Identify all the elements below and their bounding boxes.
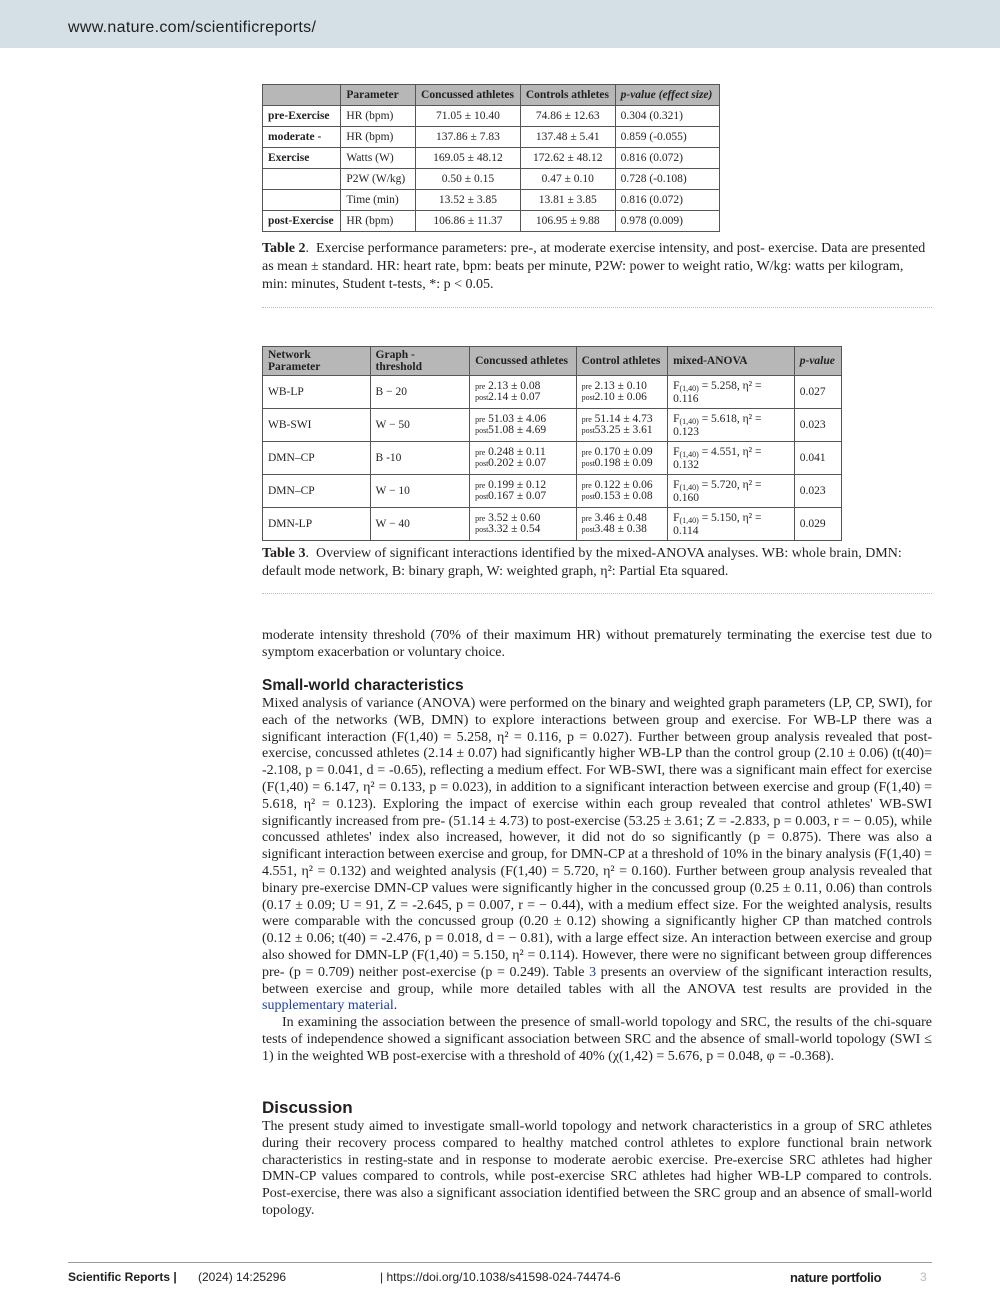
- pre-value: 3.52 ± 0.60: [488, 512, 541, 524]
- anova-f: F: [673, 445, 680, 458]
- footer-doi-link[interactable]: | https://doi.org/10.1038/s41598-024-74474-6: [380, 1270, 621, 1284]
- table-2-header-cell: p-value (effect size): [615, 85, 719, 106]
- table-2-cell: 0.859 (-0.055): [615, 127, 719, 148]
- table-3-cell: B − 20: [370, 376, 470, 409]
- footer-journal-name: Scientific Reports: [68, 1270, 171, 1284]
- post-value-row: [582, 458, 653, 469]
- post-label: post: [581, 525, 595, 534]
- table-3-cell: 0.041: [794, 442, 841, 475]
- table-2-row: [263, 106, 720, 127]
- page-number: 3: [920, 1270, 927, 1284]
- post-value-row: [475, 458, 546, 469]
- anova-df: (1,40): [679, 416, 699, 426]
- post-value-row: [475, 524, 540, 535]
- pre-value: 0.170 ± 0.09: [594, 446, 653, 458]
- pre-label: pre: [475, 382, 486, 391]
- table-2-cell: [263, 190, 341, 211]
- pre-post-values: [582, 381, 647, 403]
- table-2-cell: post-Exercise: [263, 211, 341, 232]
- table-3-cell: [576, 376, 667, 409]
- table-2-header-cell: Parameter: [341, 85, 416, 106]
- paragraph-text: .: [393, 998, 398, 1014]
- post-value: 0.153 ± 0.08: [594, 490, 653, 502]
- post-value: 53.25 ± 3.61: [594, 424, 653, 436]
- table-3-cell: [470, 442, 577, 475]
- post-value: 0.202 ± 0.07: [488, 457, 547, 469]
- table-3-cell: DMN–CP: [263, 442, 371, 475]
- table-3-cell: [576, 442, 667, 475]
- pre-value: 2.13 ± 0.10: [594, 380, 647, 392]
- table-2-cell: 0.728 (-0.108): [615, 169, 719, 190]
- table-3-caption: Table 3. Overview of significant interactions identified by the mixed-ANOVA analyses. WB: whole brain, DMN: default mode network, B: binary graph, W: weighted graph, η²: Partial Eta squared.: [262, 546, 902, 579]
- anova-stat: = 5.618, η² = 0.123: [673, 412, 762, 438]
- table-2-cell: 137.48 ± 5.41: [520, 127, 615, 148]
- supplementary-material-link[interactable]: supplementary material: [262, 998, 394, 1014]
- footer-volume: (2024) 14:25296: [198, 1270, 287, 1284]
- post-value: 2.14 ± 0.07: [488, 391, 541, 403]
- table-2-row: [263, 148, 720, 169]
- site-url[interactable]: www.nature.com/scientificreports/: [68, 19, 317, 36]
- pre-value: 2.13 ± 0.08: [488, 380, 541, 392]
- post-value-row: [582, 524, 647, 535]
- table-2-cell: 71.05 ± 10.40: [416, 106, 521, 127]
- table-2-cell: pre-Exercise: [263, 106, 341, 127]
- pre-value: 0.248 ± 0.11: [488, 446, 546, 458]
- table-2-cell: 74.86 ± 12.63: [520, 106, 615, 127]
- table-2-cell: 106.95 ± 9.88: [520, 211, 615, 232]
- post-label: post: [475, 393, 489, 402]
- section-heading-small-world: Small-world characteristics: [262, 677, 464, 694]
- table-3-caption-label: Table 3: [262, 546, 306, 561]
- table-2-cell: Exercise: [263, 148, 341, 169]
- pre-value: 3.46 ± 0.48: [594, 512, 647, 524]
- table-3-row: [263, 508, 842, 541]
- pre-value: 0.122 ± 0.06: [594, 479, 653, 491]
- table-2-row: [263, 190, 720, 211]
- post-value: 2.10 ± 0.06: [594, 391, 647, 403]
- pre-post-values: [582, 480, 653, 502]
- table-3-cell: [470, 508, 577, 541]
- table-3-cell: B -10: [370, 442, 470, 475]
- table-2-cell: Time (min): [341, 190, 416, 211]
- pre-label: pre: [581, 481, 592, 490]
- post-value: 0.198 ± 0.09: [594, 457, 653, 469]
- table-2-cell: 0.304 (0.321): [615, 106, 719, 127]
- paragraph-text: presents an overview of the significant interaction results, between exercise and group, while more detailed tables with all the ANOVA test results are provided in the: [262, 964, 932, 997]
- table-3-header-cell: Control athletes: [576, 347, 667, 376]
- table-3-cell: 0.029: [794, 508, 841, 541]
- post-value-row: [582, 392, 647, 403]
- discussion-section: [262, 1119, 932, 1220]
- table-3-cell: DMN-LP: [263, 508, 371, 541]
- post-label: post: [581, 459, 595, 468]
- anova-df: (1,40): [679, 515, 699, 525]
- anova-f: F: [673, 478, 680, 491]
- pre-label: pre: [581, 382, 592, 391]
- small-world-paragraph-2: In examining the association between the presence of small-world topology and SRC, the results of the chi-square tests of independence showed a significant association between SRC and the absence of small-world topology (SWI ≤ 1) in the weighted WB post-exercise with a threshold of 40% (χ(1,42) = 5.676, p = 0.048, φ = -0.368).: [262, 1015, 932, 1064]
- post-value-row: [582, 491, 653, 502]
- table-2-cell: 13.52 ± 3.85: [416, 190, 521, 211]
- table-3-cell: W − 10: [370, 475, 470, 508]
- table-2-header-cell: Controls athletes: [520, 85, 615, 106]
- pre-post-values: [475, 414, 546, 436]
- table-2-cell: 13.81 ± 3.85: [520, 190, 615, 211]
- table-2-header-cell: [263, 85, 341, 106]
- table-3-cell: WB-LP: [263, 376, 371, 409]
- table-3-cell: [668, 409, 795, 442]
- table-2: [262, 84, 720, 232]
- table-3-header-cell: Concussed athletes: [470, 347, 577, 376]
- table-3-cell: W − 50: [370, 409, 470, 442]
- anova-df: (1,40): [679, 482, 699, 492]
- table-2-row: [263, 169, 720, 190]
- post-value: 3.48 ± 0.38: [594, 523, 647, 535]
- table-3-cell: 0.027: [794, 376, 841, 409]
- table-2-cell: 0.50 ± 0.15: [416, 169, 521, 190]
- table-3-cell: [470, 475, 577, 508]
- table-3-row: [263, 409, 842, 442]
- footer-rule: [68, 1262, 932, 1263]
- table-3-caption-text: Overview of significant interactions identified by the mixed-ANOVA analyses. WB: whole brain, DMN: default mode network, B: binary graph, W: weighted graph, η²: Partial Eta squared.: [262, 546, 902, 579]
- anova-f: F: [673, 511, 680, 524]
- post-label: post: [475, 459, 489, 468]
- pre-post-values: [582, 447, 653, 469]
- pre-label: pre: [581, 514, 592, 523]
- table-2-cell: HR (bpm): [341, 127, 416, 148]
- pre-value: 51.14 ± 4.73: [594, 413, 653, 425]
- divider: [262, 593, 932, 594]
- table-3-cell: 0.023: [794, 475, 841, 508]
- table-3-reference-link[interactable]: 3: [589, 964, 597, 980]
- table-2-cell: 0.978 (0.009): [615, 211, 719, 232]
- table-3-cell: [576, 475, 667, 508]
- table-2-cell: moderate -: [263, 127, 341, 148]
- table-2-header-row: [263, 85, 720, 106]
- pre-post-values: [582, 513, 647, 535]
- table-3-cell: WB-SWI: [263, 409, 371, 442]
- table-2-header-cell: Concussed athletes: [416, 85, 521, 106]
- pre-post-values: [582, 414, 653, 436]
- table-3-row: [263, 475, 842, 508]
- anova-df: (1,40): [679, 449, 699, 459]
- pre-post-values: [475, 480, 546, 502]
- table-3-header-cell: Graph - threshold: [370, 347, 470, 376]
- site-header-bar: [0, 0, 1000, 48]
- table-2-caption: Table 2. Exercise performance parameters: pre-, at moderate exercise intensity, and post- exercise. Data are presented as mean ± standard. HR: heart rate, bpm: beats per minute, P2W: power to weight ratio, W/kg: watts per kilogram, min: minutes, Student t-tests, *: p < 0.05.: [262, 241, 926, 292]
- table-2-caption-label: Table 2: [262, 241, 306, 256]
- table-2-cell: 0.816 (0.072): [615, 148, 719, 169]
- table-2-row: [263, 211, 720, 232]
- pre-post-values: [475, 513, 540, 535]
- pre-label: pre: [475, 481, 486, 490]
- pre-label: pre: [581, 415, 592, 424]
- table-3-cell: [576, 409, 667, 442]
- table-3-cell: [668, 442, 795, 475]
- table-3-header-row: [263, 347, 842, 376]
- table-2-cell: 0.47 ± 0.10: [520, 169, 615, 190]
- anova-f: F: [673, 379, 680, 392]
- post-label: post: [475, 426, 489, 435]
- pre-label: pre: [475, 448, 486, 457]
- table-3-cell: 0.023: [794, 409, 841, 442]
- anova-stat: = 5.720, η² = 0.160: [673, 478, 762, 504]
- footer-journal: Scientific Reports |: [68, 1270, 177, 1284]
- small-world-section: [262, 696, 932, 1066]
- table-3-cell: [470, 409, 577, 442]
- table-2-cell: P2W (W/kg): [341, 169, 416, 190]
- pre-label: pre: [475, 514, 486, 523]
- table-2-caption-text: Exercise performance parameters: pre-, at moderate exercise intensity, and post- exercise. Data are presented as mean ± standard. HR: heart rate, bpm: beats per minute, P2W: power to weight ratio, W/kg: watts per kilogram, min: minutes, Student t-tests, *: p < 0.05.: [262, 241, 926, 292]
- anova-stat: = 5.258, η² = 0.116: [673, 379, 762, 405]
- table-3-header-cell: mixed-ANOVA: [668, 347, 795, 376]
- post-label: post: [475, 525, 489, 534]
- pre-post-values: [475, 381, 540, 403]
- table-3-cell: W − 40: [370, 508, 470, 541]
- table-3-header-cell: p-value: [794, 347, 841, 376]
- post-value: 3.32 ± 0.54: [488, 523, 541, 535]
- post-label: post: [475, 492, 489, 501]
- table-2-cell: 106.86 ± 11.37: [416, 211, 521, 232]
- post-value-row: [475, 425, 546, 436]
- post-label: post: [581, 393, 595, 402]
- table-2-cell: Watts (W): [341, 148, 416, 169]
- pre-label: pre: [581, 448, 592, 457]
- discussion-paragraph-1: The present study aimed to investigate small-world topology and network characteristics in a group of SRC athletes during their recovery process compared to healthy matched control athletes to explore functional brain network characteristics in resting-state and in response to moderate aerobic exercise. Pre-exercise SRC athletes had higher DMN-CP values compared to controls, while post-exercise SRC athletes had higher WB-LP compared to controls. Post-exercise, there was also a significant association identified between the SRC group and an absence of small-world topology.: [262, 1119, 932, 1218]
- pre-value: 51.03 ± 4.06: [488, 413, 547, 425]
- table-3: [262, 346, 842, 541]
- anova-stat: = 5.150, η² = 0.114: [673, 511, 762, 537]
- post-value: 0.167 ± 0.07: [488, 490, 547, 502]
- paragraph-text: Mixed analysis of variance (ANOVA) were performed on the binary and weighted graph parameters (LP, CP, SWI), for each of the networks (WB, DMN) to explore interactions between group and exercise. For WB-LP there was a significant interaction (F(1,40) = 5.258, η² = 0.116, p = 0.027). Further between group analysis revealed that post-exercise, concussed athletes (2.14 ± 0.07) had significantly higher WB-LP than the control group (2.10 ± 0.06) (t(40)= -2.108, p = 0.041, d = -0.65), reflecting a medium effect. For WB-SWI, there was a significant main effect for exercise (F(1,40) = 6.147, η² = 0.133, p = 0.023), in addition to a significant interaction between exercise and group (F(1,40) = 5.618, η² = 0.123). Exploring the impact of exercise within each group revealed that control athletes' WB-SWI significantly increased from pre- (51.14 ± 4.73) to post-exercise (53.25 ± 3.61; Z = -2.833, p = 0.003, r = − 0.05), while concussed athletes' index also increased, however, it did not do so significantly (p = 0.875). There was also a significant interaction between exercise and group, for DMN-CP at a threshold of 10% in the binary analysis (F(1,40) = 4.551, η² = 0.132) and weighted analysis (F(1,40) = 5.720, η² = 0.160). Further between group analysis revealed that binary pre-exercise DMN-CP values were significantly higher in the concussed group (0.25 ± 0.11, 0.06) than controls (0.17 ± 0.09; U = 91, Z = -2.645, p = 0.007, r = − 0.44), with a medium effect size. For the weighted analysis, results were comparable with the concussed group (0.20 ± 0.12) showing a significantly higher CP than matched controls (0.12 ± 0.06; t(40) = -2.476, p = 0.018, d = − 0.81), with a large effect size. An interaction between exercise and group also showed for DMN-LP (F(1,40) = 5.150, η² = 0.114). However, there were no significant between group differences pre- (p = 0.709) neither post-exercise (p = 0.249). Table: [262, 696, 932, 980]
- table-3-cell: DMN–CP: [263, 475, 371, 508]
- section-heading-discussion: Discussion: [262, 1098, 353, 1117]
- publisher-logo: nature portfolio: [790, 1270, 882, 1285]
- anova-stat: = 4.551, η² = 0.132: [673, 445, 762, 471]
- anova-f: F: [673, 412, 680, 425]
- table-2-cell: HR (bpm): [341, 106, 416, 127]
- post-label: post: [581, 492, 595, 501]
- post-value: 51.08 ± 4.69: [488, 424, 547, 436]
- table-3-cell: [668, 508, 795, 541]
- table-2-cell: 137.86 ± 7.83: [416, 127, 521, 148]
- table-2-cell: 172.62 ± 48.12: [520, 148, 615, 169]
- intro-paragraph: moderate intensity threshold (70% of their maximum HR) without prematurely terminating the exercise test due to symptom exacerbation or voluntary choice.: [262, 628, 932, 660]
- pre-post-values: [475, 447, 546, 469]
- small-world-paragraph-1: [262, 696, 932, 1015]
- anova-df: (1,40): [679, 383, 699, 393]
- table-3-cell: [576, 508, 667, 541]
- table-3-cell: [470, 376, 577, 409]
- pre-label: pre: [475, 415, 486, 424]
- table-2-cell: [263, 169, 341, 190]
- post-value-row: [475, 392, 540, 403]
- paragraph: [262, 628, 932, 662]
- table-2-row: [263, 127, 720, 148]
- divider: [262, 307, 932, 308]
- table-3-cell: [668, 475, 795, 508]
- table-3-header-cell: Network Parameter: [263, 347, 371, 376]
- table-3-row: [263, 376, 842, 409]
- post-value-row: [475, 491, 546, 502]
- table-2-cell: HR (bpm): [341, 211, 416, 232]
- post-value-row: [582, 425, 653, 436]
- pre-value: 0.199 ± 0.12: [488, 479, 547, 491]
- post-label: post: [581, 426, 595, 435]
- table-2-cell: 169.05 ± 48.12: [416, 148, 521, 169]
- table-3-row: [263, 442, 842, 475]
- table-2-cell: 0.816 (0.072): [615, 190, 719, 211]
- table-3-cell: [668, 376, 795, 409]
